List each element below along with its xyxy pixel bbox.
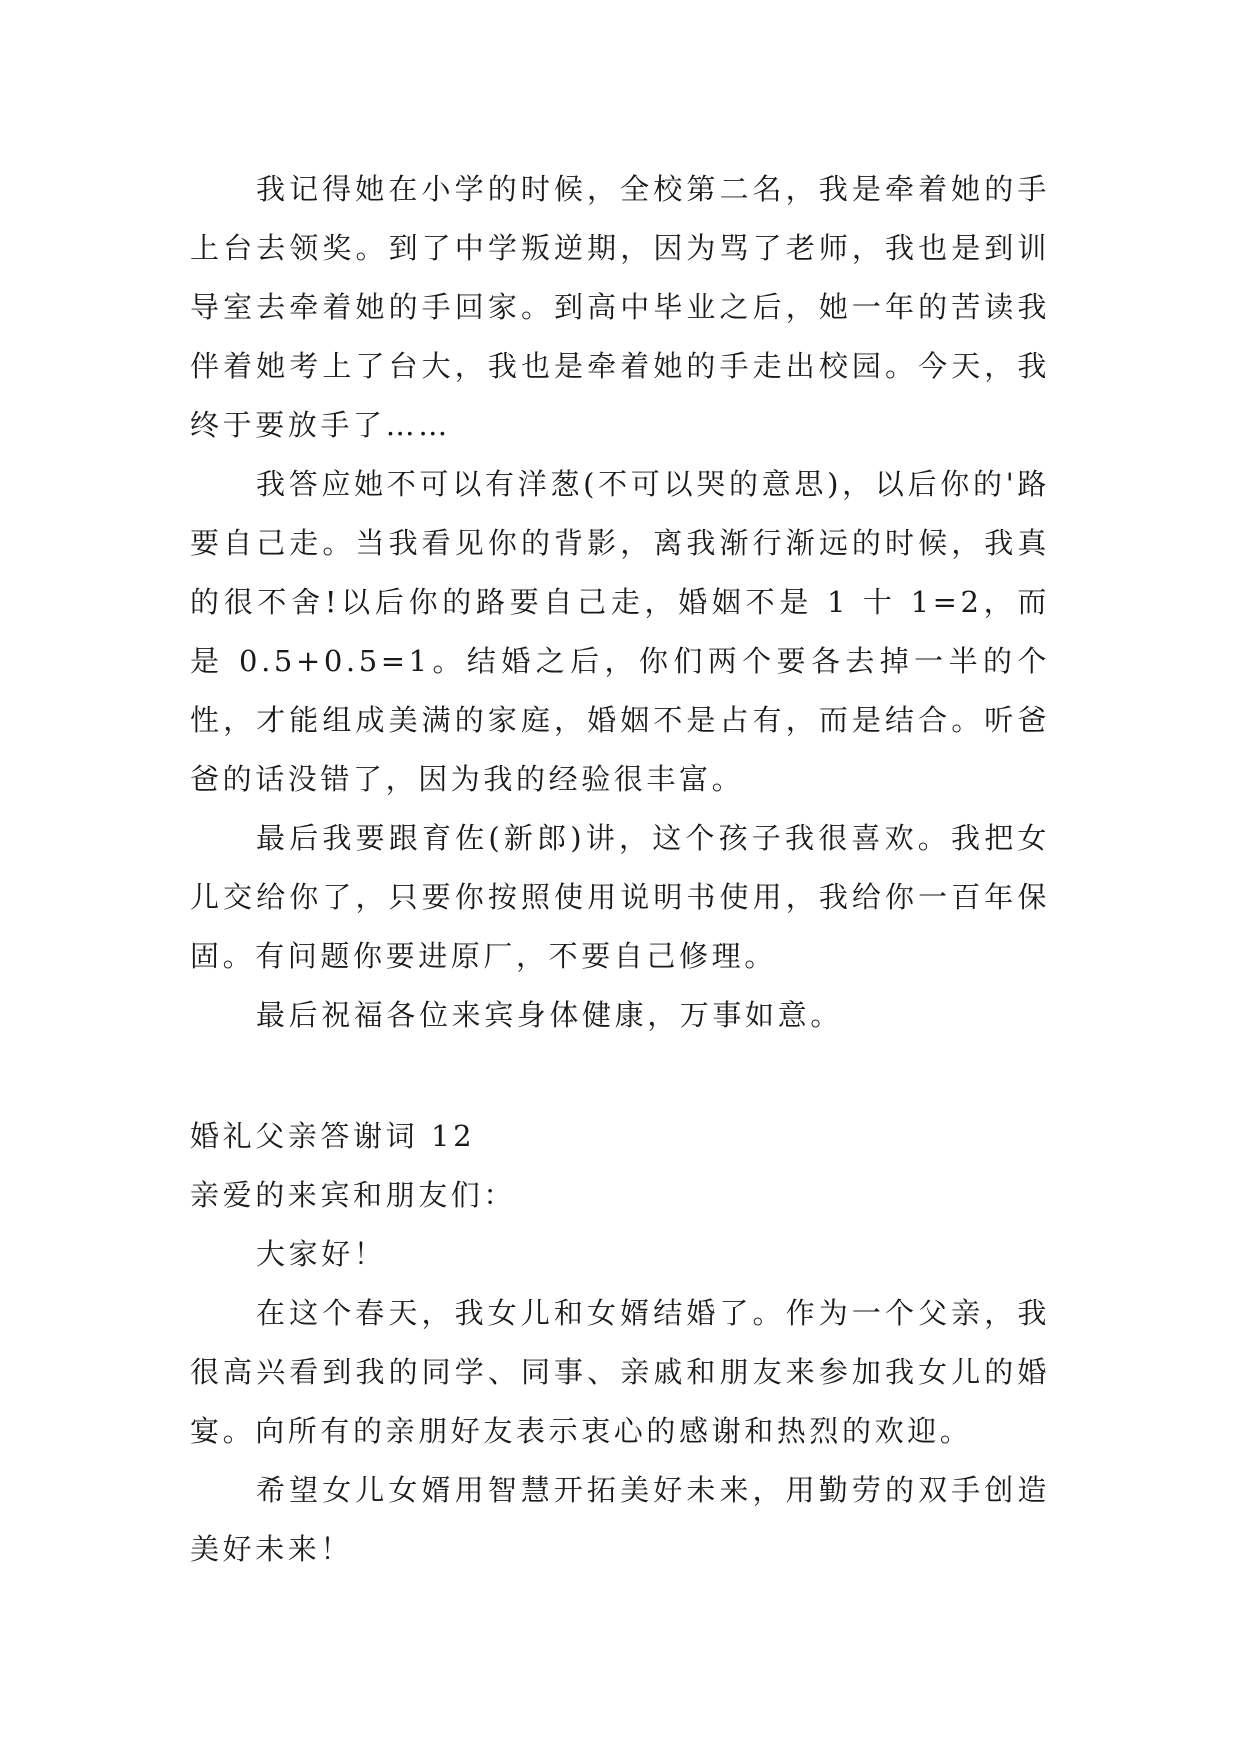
paragraph-6: 希望女儿女婿用智慧开拓美好未来，用勤劳的双手创造美好未来！: [190, 1473, 1050, 1566]
section-title: 婚礼父亲答谢词 12: [190, 1119, 476, 1153]
greeting: 大家好！: [256, 1237, 387, 1271]
paragraph-2: 我答应她不可以有洋葱(不可以哭的意思)，以后你的'路要自己走。当我看见你的背影，离我渐行渐远的时候，我真的很不舍!以后你的路要自己走，婚姻不是 1 十 1=2，而是 0.5+0.5=1。结婚之后，你们两个要各去掉一半的个性，才能组成美满的家庭，婚姻不是占有，而是结合。听爸爸的话没错了，因为我的经验很丰富。: [190, 467, 1050, 796]
paragraph-3: 最后我要跟育佐(新郎)讲，这个孩子我很喜欢。我把女儿交给你了，只要你按照使用说明书使用，我给你一百年保固。有问题你要进原厂，不要自己修理。: [190, 821, 1050, 973]
document-page: [190, 160, 1050, 1579]
paragraph-1: 我记得她在小学的时候，全校第二名，我是牵着她的手上台去领奖。到了中学叛逆期，因为骂了老师，我也是到训导室去牵着她的手回家。到高中毕业之后，她一年的苦读我伴着她考上了台大，我也是牵着她的手走出校园。今天，我终于要放手了……: [190, 172, 1050, 442]
section-spacer: [190, 1045, 1050, 1107]
paragraph-5: 在这个春天，我女儿和女婿结婚了。作为一个父亲，我很高兴看到我的同学、同事、亲戚和朋友来参加我女儿的婚宴。向所有的亲朋好友表示衷心的感谢和热烈的欢迎。: [190, 1296, 1050, 1448]
paragraph-4: 最后祝福各位来宾身体健康，万事如意。: [256, 998, 843, 1032]
salutation: 亲爱的来宾和朋友们：: [190, 1178, 517, 1212]
